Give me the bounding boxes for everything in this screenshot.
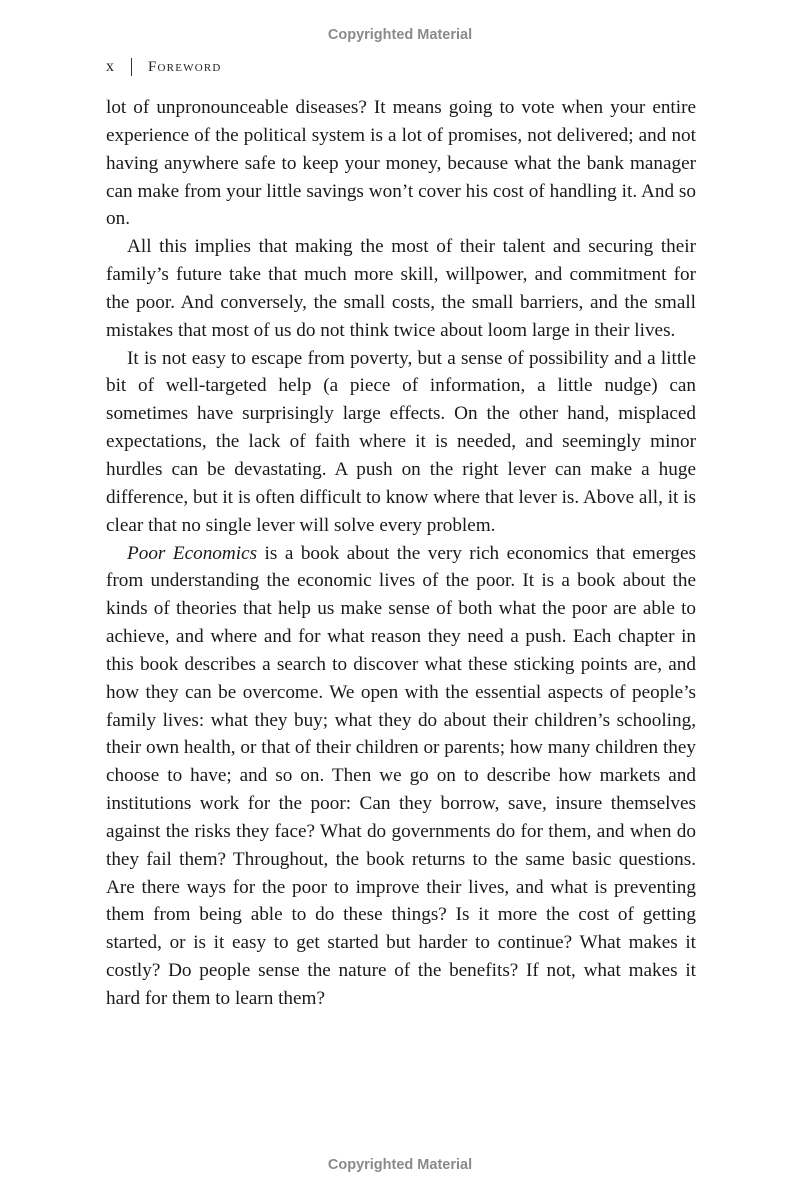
paragraph-1: lot of unpronounceable diseases? It means going to vote when your entire experience of the political system is a lot of promises, not delivered; and not having anywhere safe to keep your money, because what the bank manager can make from your little savings won’t cover his cost of handling it. And so on.: [106, 97, 696, 230]
running-head: [106, 57, 222, 77]
page-number: x: [106, 58, 115, 75]
paragraph-2: All this implies that making the most of their talent and securing their family’s future take that much more skill, willpower, and commitment for the poor. And conversely, the small costs, the small barriers, and the small mistakes that most of us do not think twice about loom large in their lives.: [106, 236, 696, 341]
body-text: [106, 94, 696, 1013]
running-head-divider: [131, 58, 132, 76]
copyright-watermark-top: Copyrighted Material: [327, 27, 473, 43]
paragraph-4: [106, 540, 696, 1013]
paragraph-4-text: is a book about the very rich economics that emerges from understanding the economic lives of the poor. It is a book about the kinds of theories that help us make sense of both what the poor are able to achieve, and where and for what reason they need a push. Each chapter in this book describes a search to discover what these sticking points are, and how they can be overcome. We open with the essential aspects of people’s family lives: what they buy; what they do about their children’s schooling, their own health, or that of their children or parents; how many children they choose to have; and so on. Then we go on to describe how markets and institutions work for the poor: Can they borrow, save, insure themselves against the risks they face? What do governments do for them, and when do they fail them? Throughout, the book returns to the same basic questions. Are there ways for the poor to improve their lives, and what is preventing them from being able to do these things? Is it more the cost of getting started, or is it easy to get started but harder to continue? What makes it costly? Do people sense the nature of the benefits? If not, what makes it hard for them to learn them?: [106, 542, 696, 1009]
paragraph-3: It is not easy to escape from poverty, but a sense of possibility and a little bit of well-targeted help (a piece of information, a little nudge) can sometimes have surprisingly large effects. On the other hand, misplaced expectations, the lack of faith where it is needed, and seemingly minor hurdles can be devastating. A push on the right lever can make a huge difference, but it is often difficult to know where that lever is. Above all, it is clear that no single lever will solve every problem.: [106, 347, 696, 536]
copyright-watermark-bottom: Copyrighted Material: [327, 1157, 473, 1173]
section-title: Foreword: [148, 58, 222, 75]
book-title: Poor Economics: [127, 542, 258, 564]
